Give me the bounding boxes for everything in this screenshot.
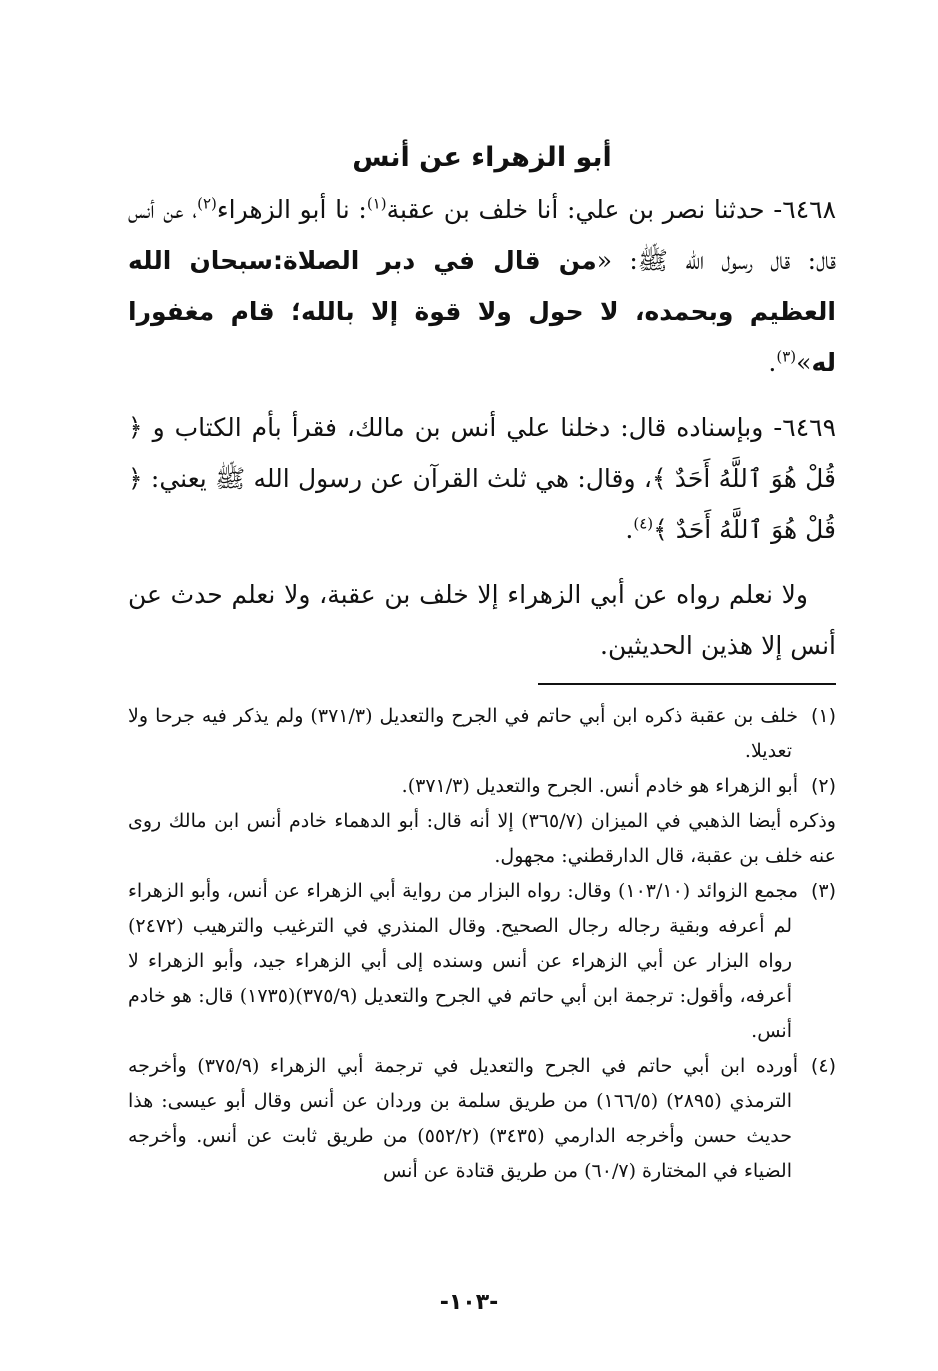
page-body (128, 138, 836, 1189)
quote-close: » (796, 348, 812, 377)
footnote-1 (128, 699, 836, 769)
footnote-text: مجمع الزوائد (١٠٣/١٠) وقال: رواه البزار من رواية أبي الزهراء عن أنس، وأبو الزهراء لم أعرفه وبقية رجاله رجال الصحيح. وقال المنذري في الترغيب والترهيب (٢٤٧٢) رواه البزار عن أبي الزهراء عن أنس وسنده إلى أبي الزهراء جيد، وأبو الزهراء لا أعرفه، وأقول: ترجمة ابن أبي حاتم في الجرح والتعديل (٣٧٥/٩)(١٧٣٥) قال: هو خادم أنس. (128, 880, 798, 1042)
hadith-text: ، وقال: هي ثلث القرآن عن رسول الله ﷺ يعني: (150, 464, 652, 493)
hadith-matn: من قال في دبر الصلاة:سبحان الله العظيم وبحمده، لا حول ولا قوة إلا بالله؛ قام مغفورا له (128, 246, 836, 377)
footnote-ref[interactable]: (٤) (633, 514, 654, 533)
isnad-text: : نا أبو الزهراء (216, 195, 367, 224)
footnote-4 (128, 1049, 836, 1189)
isnad-text: حدثنا نصر بن علي: أنا خلف بن عقبة (386, 195, 765, 224)
hadith-number: ٦٤٦٩- (773, 413, 836, 442)
hadith-6469 (128, 402, 836, 555)
footnote-marker: (٢) (810, 775, 836, 797)
hadith-text: وبإسناده قال: دخلنا علي أنس بن مالك، فقرأ بأم الكتاب و (152, 413, 764, 442)
footnote-text: خلف بن عقبة ذكره ابن أبي حاتم في الجرح والتعديل (٣٧١/٣) ولم يذكر فيه جرحا ولا تعديلا. (128, 705, 798, 762)
footnote-marker: (٣) (810, 880, 836, 902)
quran-verse: ﴿ قُلْ هُوَ ٱللَّهُ أَحَدٌ ﴾ (128, 464, 836, 544)
hadith-end: . (768, 348, 777, 377)
footnote-marker: (٤) (810, 1055, 836, 1077)
footnote-divider (538, 683, 836, 685)
footnotes (128, 699, 836, 1189)
footnote-ref[interactable]: (١) (366, 194, 387, 213)
footnote-ref[interactable]: (٢) (197, 194, 217, 213)
footnote-3 (128, 874, 836, 1049)
footnote-2 (128, 769, 836, 804)
chapter-title: أبو الزهراء عن أنس (352, 142, 612, 173)
quran-verse: ﴿ قُلْ هُوَ ٱللَّهُ أَحَدٌ ﴾ (128, 413, 837, 493)
footnote-text: أورده ابن أبي حاتم في الجرح والتعديل في ترجمة أبي الزهراء (٣٧٥/٩) وأخرجه الترمذي (٢٨٩٥) (١٦٦/٥) من طريق سلمة بن وردان عن أنس وقال أبو عيسى: هذا حديث حسن وأخرجه الدارمي (٣٤٣٥) (٥٥٢/٢) من طريق ثابت عن أنس. وأخرجه الضياء في المختارة (٦٠/٧) من طريق قتادة عن أنس (128, 1055, 798, 1182)
footnote-2-continuation: وذكره أيضا الذهبي في الميزان (٣٦٥/٧) إلا أنه قال: أبو الدهماء خادم أنس ابن مالك روى عنه خلف بن عقبة، قال الدارقطني: مجهول. (128, 810, 836, 867)
hadith-6468 (128, 184, 836, 388)
footnote-marker: (١) (810, 705, 836, 727)
author-note: ولا نعلم رواه عن أبي الزهراء إلا خلف بن عقبة، ولا نعلم حدث عن أنس إلا هذين الحديثين. (128, 580, 836, 660)
footnote-text: أبو الزهراء هو خادم أنس. الجرح والتعديل (٣٧١/٣). (401, 775, 798, 797)
isnad-text: ، عن أنس قال: قال رسول الله ﷺ: « (128, 195, 837, 275)
hadith-end: . (625, 515, 634, 544)
footnote-ref[interactable]: (٣) (776, 347, 797, 366)
page-number: -١٠٣- (439, 1290, 499, 1315)
hadith-number: ٦٤٦٨- (773, 195, 837, 224)
